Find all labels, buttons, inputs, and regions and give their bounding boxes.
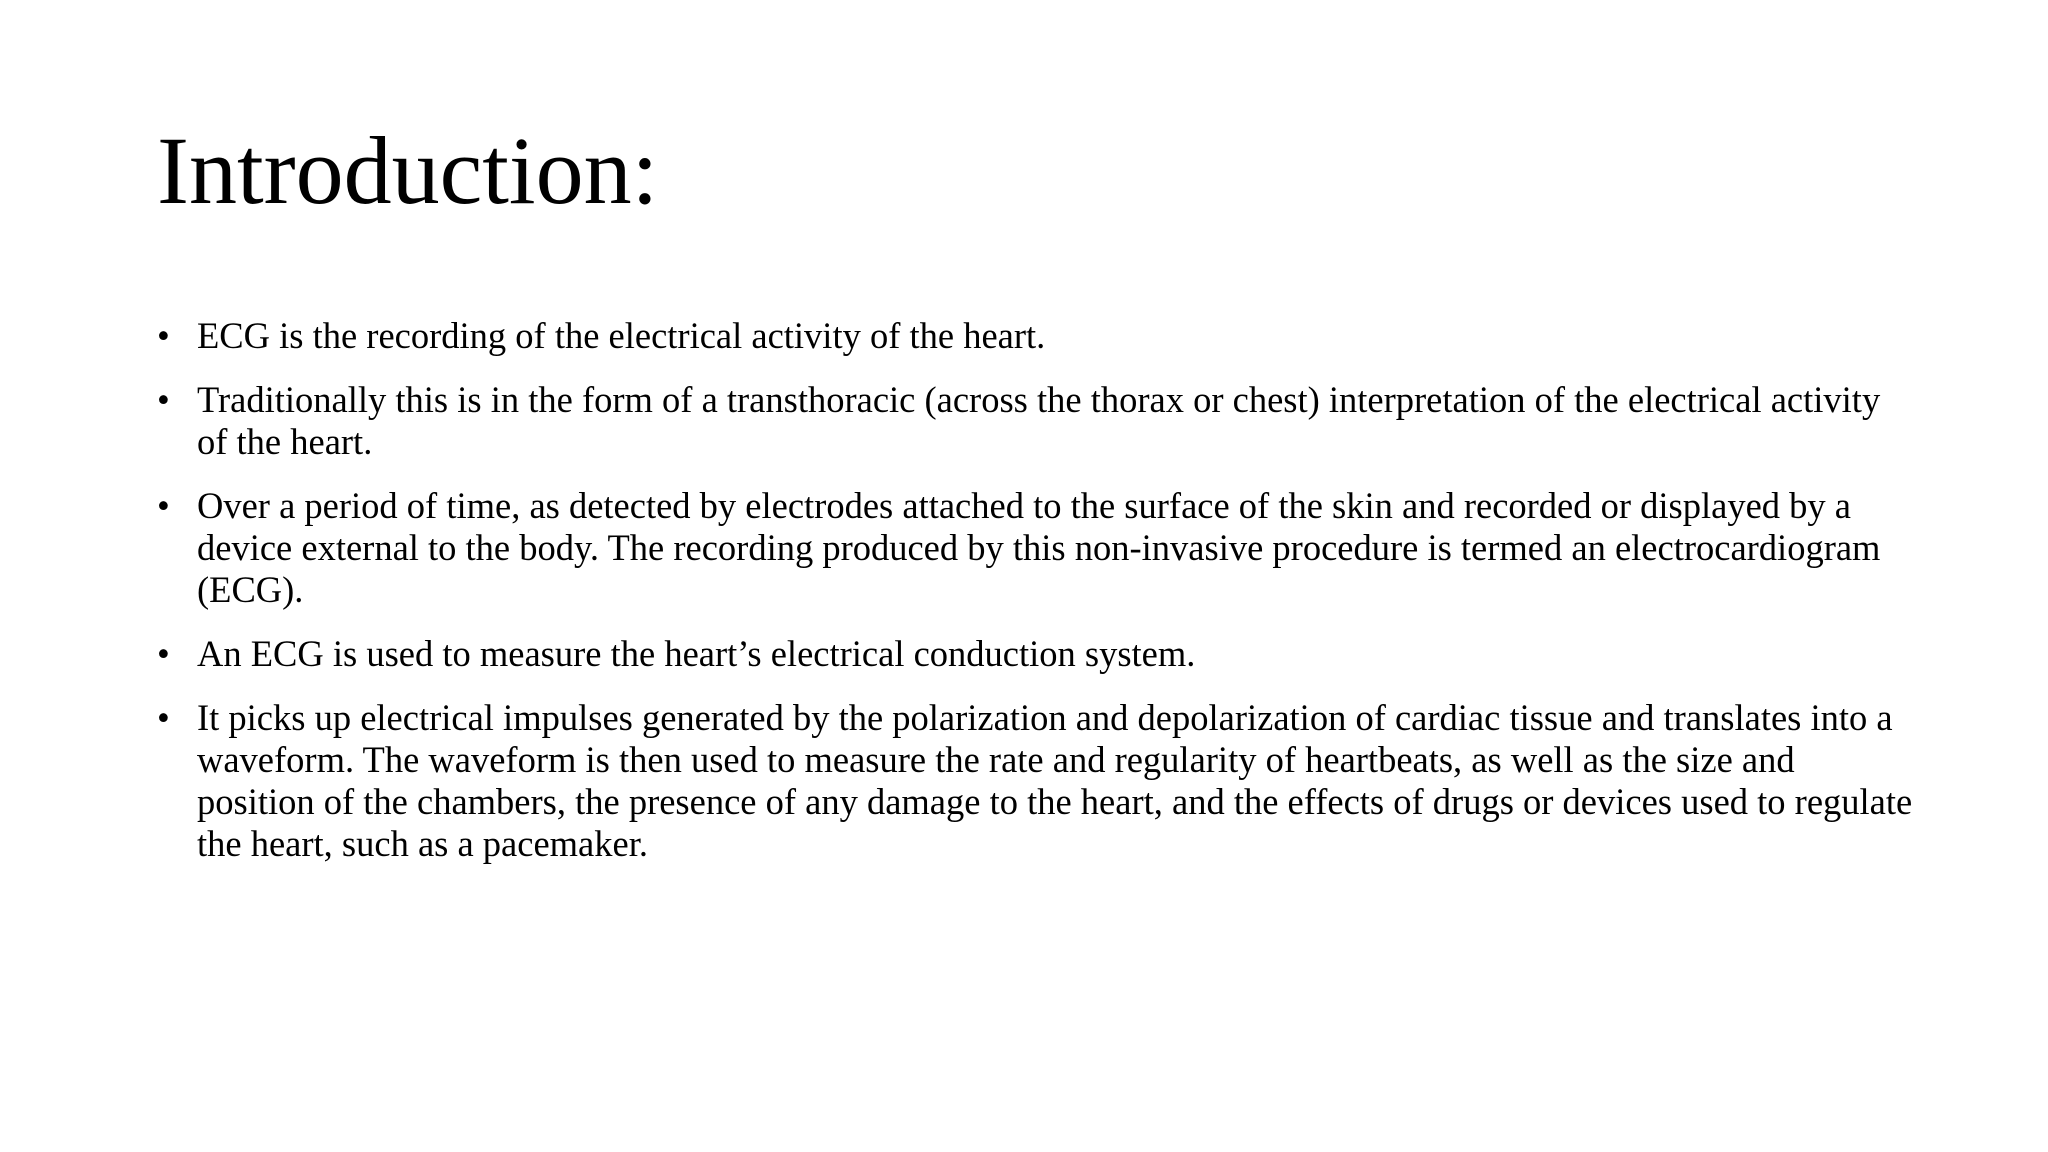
- bullet-item: [157, 485, 1917, 611]
- bullet-dot-icon: •: [157, 315, 170, 356]
- bullet-dot-icon: •: [157, 697, 170, 738]
- bullet-item: [157, 315, 1917, 357]
- bullet-item: [157, 633, 1917, 675]
- bullet-dot-icon: •: [157, 485, 170, 526]
- bullet-text: Traditionally this is in the form of a transthoracic (across the thorax or chest) interpretation of the electrical activity of the heart.: [197, 379, 1881, 462]
- bullet-text: Over a period of time, as detected by electrodes attached to the surface of the skin and recorded or displayed by a device external to the body. The recording produced by this non-invasive procedure is termed an electrocardiogram (ECG).: [197, 485, 1881, 610]
- bullet-text: It picks up electrical impulses generated by the polarization and depolarization of cardiac tissue and translates into a waveform. The waveform is then used to measure the rate and regularity of heartbeats, as well as the size and position of the chambers, the presence of any damage to the heart, and the effects of drugs or devices used to regulate the heart, such as a pacemaker.: [197, 697, 1913, 864]
- bullet-text: ECG is the recording of the electrical activity of the heart.: [197, 315, 1046, 356]
- bullet-dot-icon: •: [157, 633, 170, 674]
- bullet-dot-icon: •: [157, 379, 170, 420]
- bullet-list: [157, 315, 1917, 887]
- bullet-item: [157, 379, 1917, 463]
- bullet-text: An ECG is used to measure the heart’s electrical conduction system.: [197, 633, 1196, 674]
- slide-title: Introduction:: [157, 117, 659, 224]
- bullet-item: [157, 697, 1917, 865]
